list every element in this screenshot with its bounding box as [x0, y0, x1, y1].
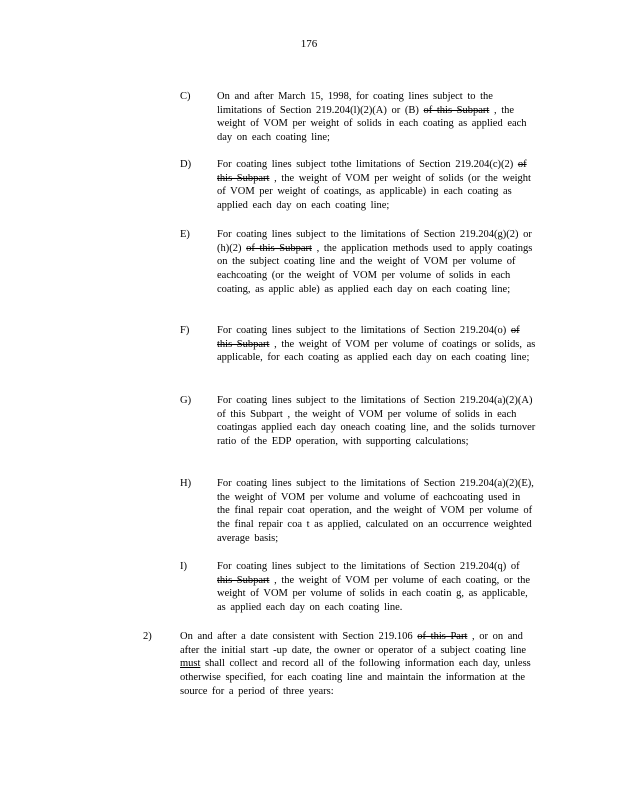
text-run: , the weight of VOM per weight of solids (or the weight of VOM per weight of coatings, as applicable) in each coating as applied each day on each coating line; — [217, 172, 531, 212]
text-run: , the application methods used to apply coatings on the subject coating line and the weight of VOM per volume of eachcoating (or the weight of VOM per volume of solids in each coating, as applic able) as applied each day on each coating line; — [217, 242, 533, 295]
underlined-text: must — [180, 658, 201, 670]
item-text — [217, 324, 537, 365]
page-number: 176 — [300, 38, 318, 50]
item-label: I) — [180, 561, 187, 572]
struck-text: of this Subpart — [246, 242, 312, 254]
text-run: For coating lines subject to the limitations of Section 219.204(o) — [217, 325, 511, 336]
text-run: For coating lines subject to the limitations of Section 219.204(a)(2)(E), the weight of VOM per volume and volume of eachcoating used in the final repair coat operation, and the weight of VOM per volume of the final repair coa t as applied, calculated on an occurrence weighted average basis; — [217, 478, 534, 544]
text-run: For coating lines subject tothe limitations of Section 219.204(c)(2) — [217, 159, 518, 170]
item-text — [217, 228, 537, 297]
struck-text: this Subpart — [217, 574, 270, 586]
item-label: D) — [180, 159, 192, 170]
struck-text: of this Subpart — [217, 159, 527, 184]
item-text — [217, 560, 537, 615]
text-run: For coating lines subject to the limitations of Section 219.204(a)(2)(A) of this Subpart , the weight of VOM per volume of solids in each coatingas applied each day oneach coating line, and the solids turnover ratio of the EDP operation, with supporting calculations; — [217, 395, 536, 448]
struck-text: of this Subpart — [217, 325, 520, 350]
item-text — [217, 477, 537, 546]
item-label: G) — [180, 395, 192, 406]
text-run: For coating lines subject to the limitations of Section 219.204(g)(2) or (h)(2) — [217, 229, 532, 254]
text-run: , the weight of VOM per weight of solids in each coating as applied each day on each coating line; — [217, 104, 527, 144]
text-run: On and after a date consistent with Section 219.106 — [180, 631, 418, 642]
item-text — [180, 630, 538, 699]
text-run: , the weight of VOM per volume of each coating, or the weight of VOM per volume of solids in each coatin g, as applicable, as applied each day on each coating line. — [217, 574, 531, 614]
item-label: F) — [180, 325, 190, 336]
struck-text: of this Part — [417, 631, 468, 642]
item-label: C) — [180, 91, 191, 102]
text-run: , the weight of VOM per volume of coatings or solids, as applicable, for each coating as applied each day on each coating line; — [217, 338, 536, 364]
item-label: 2) — [143, 631, 152, 642]
item-text — [217, 90, 537, 145]
text-run: For coating lines subject to the limitations of Section 219.204(q) of — [217, 561, 520, 572]
item-label: H) — [180, 478, 192, 489]
text-run: , or on and after the initial start -up date, the owner or operator of a subject coating line — [180, 631, 527, 656]
struck-text: of this Subpart — [423, 104, 490, 116]
item-text — [217, 394, 537, 449]
item-label: E) — [180, 229, 190, 240]
item-text — [217, 158, 537, 213]
text-run: On and after March 15, 1998, for coating lines subject to the limitations of Section 219.204(l)(2)(A) or (B) — [217, 91, 493, 116]
text-run: shall collect and record all of the following information each day, unless otherwise specified, for each coating line and maintain the information at the source for a period of three years: — [180, 658, 531, 697]
